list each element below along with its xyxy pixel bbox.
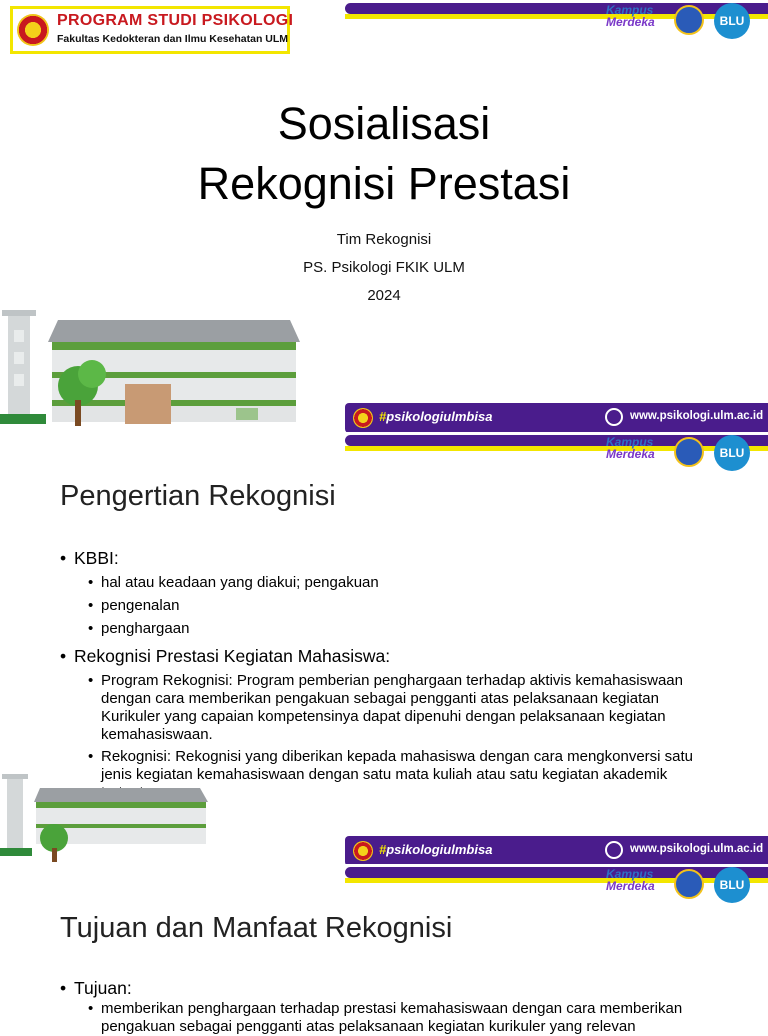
- faculty-name: Fakultas Kedokteran dan Ilmu Kesehatan ULM: [57, 33, 289, 45]
- slide-heading: Pengertian Rekognisi: [60, 480, 336, 512]
- kampus-merdeka-logo: Kampus Merdeka: [606, 867, 655, 893]
- tut-wuri-handayani-icon: [674, 5, 704, 35]
- hashtag-label: #psikologiulmbisa: [379, 409, 493, 424]
- slide-heading: Tujuan dan Manfaat Rekognisi: [60, 912, 453, 944]
- header-stripe: [345, 435, 768, 451]
- purpose-slide: Kampus Merdeka BLU Tujuan dan Manfaat Rekognisi • Tujuan: • memberikan penghargaan terhadap prestasi kemahasiswaan dengan cara memberikan pengakuan sebagai pengganti atas pelaksanaan kegiatan kurikuler yang relevan: [0, 864, 768, 1024]
- slide-title-line1: Sosialisasi: [277, 98, 491, 149]
- footer-banner: [345, 836, 768, 866]
- tut-wuri-handayani-icon: [674, 869, 704, 899]
- ulm-seal-icon: [17, 14, 49, 46]
- subtitle-year: 2024: [367, 287, 401, 304]
- program-logo-box: [10, 6, 294, 54]
- hashtag-label: #psikologiulmbisa: [379, 842, 493, 857]
- kampus-merdeka-logo: Kampus Merdeka: [606, 435, 655, 461]
- blu-logo: BLU: [714, 867, 750, 903]
- slide-title-line2: Rekognisi Prestasi: [197, 158, 571, 209]
- campus-building-illustration: [0, 768, 210, 864]
- globe-icon: [605, 408, 623, 426]
- title-slide: [0, 0, 768, 432]
- globe-icon: [605, 841, 623, 859]
- kampus-merdeka-logo: Kampus Merdeka: [606, 3, 655, 29]
- footer-banner: [345, 403, 768, 433]
- ulm-seal-icon: [353, 408, 373, 428]
- header-stripe: [345, 3, 768, 19]
- ulm-seal-icon: [353, 841, 373, 861]
- blu-logo: BLU: [714, 3, 750, 39]
- tut-wuri-handayani-icon: [674, 437, 704, 467]
- website-link[interactable]: www.psikologi.ulm.ac.id: [630, 843, 764, 855]
- bullet-kbbi: • KBBI:: [60, 548, 119, 568]
- bullet-tujuan: • Tujuan:: [60, 978, 132, 998]
- subtitle-program: PS. Psikologi FKIK ULM: [303, 259, 465, 276]
- definition-slide: Kampus Merdeka BLU Pengertian Rekognisi • KBBI: • hal atau keadaan yang diakui; pengakuan • pengenalan • penghargaan • Rekognisi Prestasi Kegiatan Mahasiswa: • Program Rekognisi: Program pemberian penghargaan terhadap aktivis kemahasiswaan dengan cara memberikan pengakuan sebagai pengganti atas pelaksanaan kegiatan Kurikuler yang capaian kompetensinya dapat dipenuhi dengan pelaksanaan kegiatan kemahasiswaan. • Rekognisi: Rekognisi yang diberikan kepada mahasiswa dengan cara mengkonversi satu jenis kegiatan kemahasiswaan dengan satu mata kuliah atau satu kegiatan akademik: [0, 432, 768, 864]
- campus-building-illustration: [0, 290, 300, 430]
- bullet-rekognisi-prestasi: • Rekognisi Prestasi Kegiatan Mahasiswa:: [60, 646, 391, 666]
- subtitle-team: Tim Rekognisi: [336, 231, 432, 248]
- blu-logo: BLU: [714, 435, 750, 471]
- header-stripe: [345, 867, 768, 883]
- website-link[interactable]: www.psikologi.ulm.ac.id: [630, 410, 764, 422]
- program-title: PROGRAM STUDI PSIKOLOGI: [57, 12, 294, 29]
